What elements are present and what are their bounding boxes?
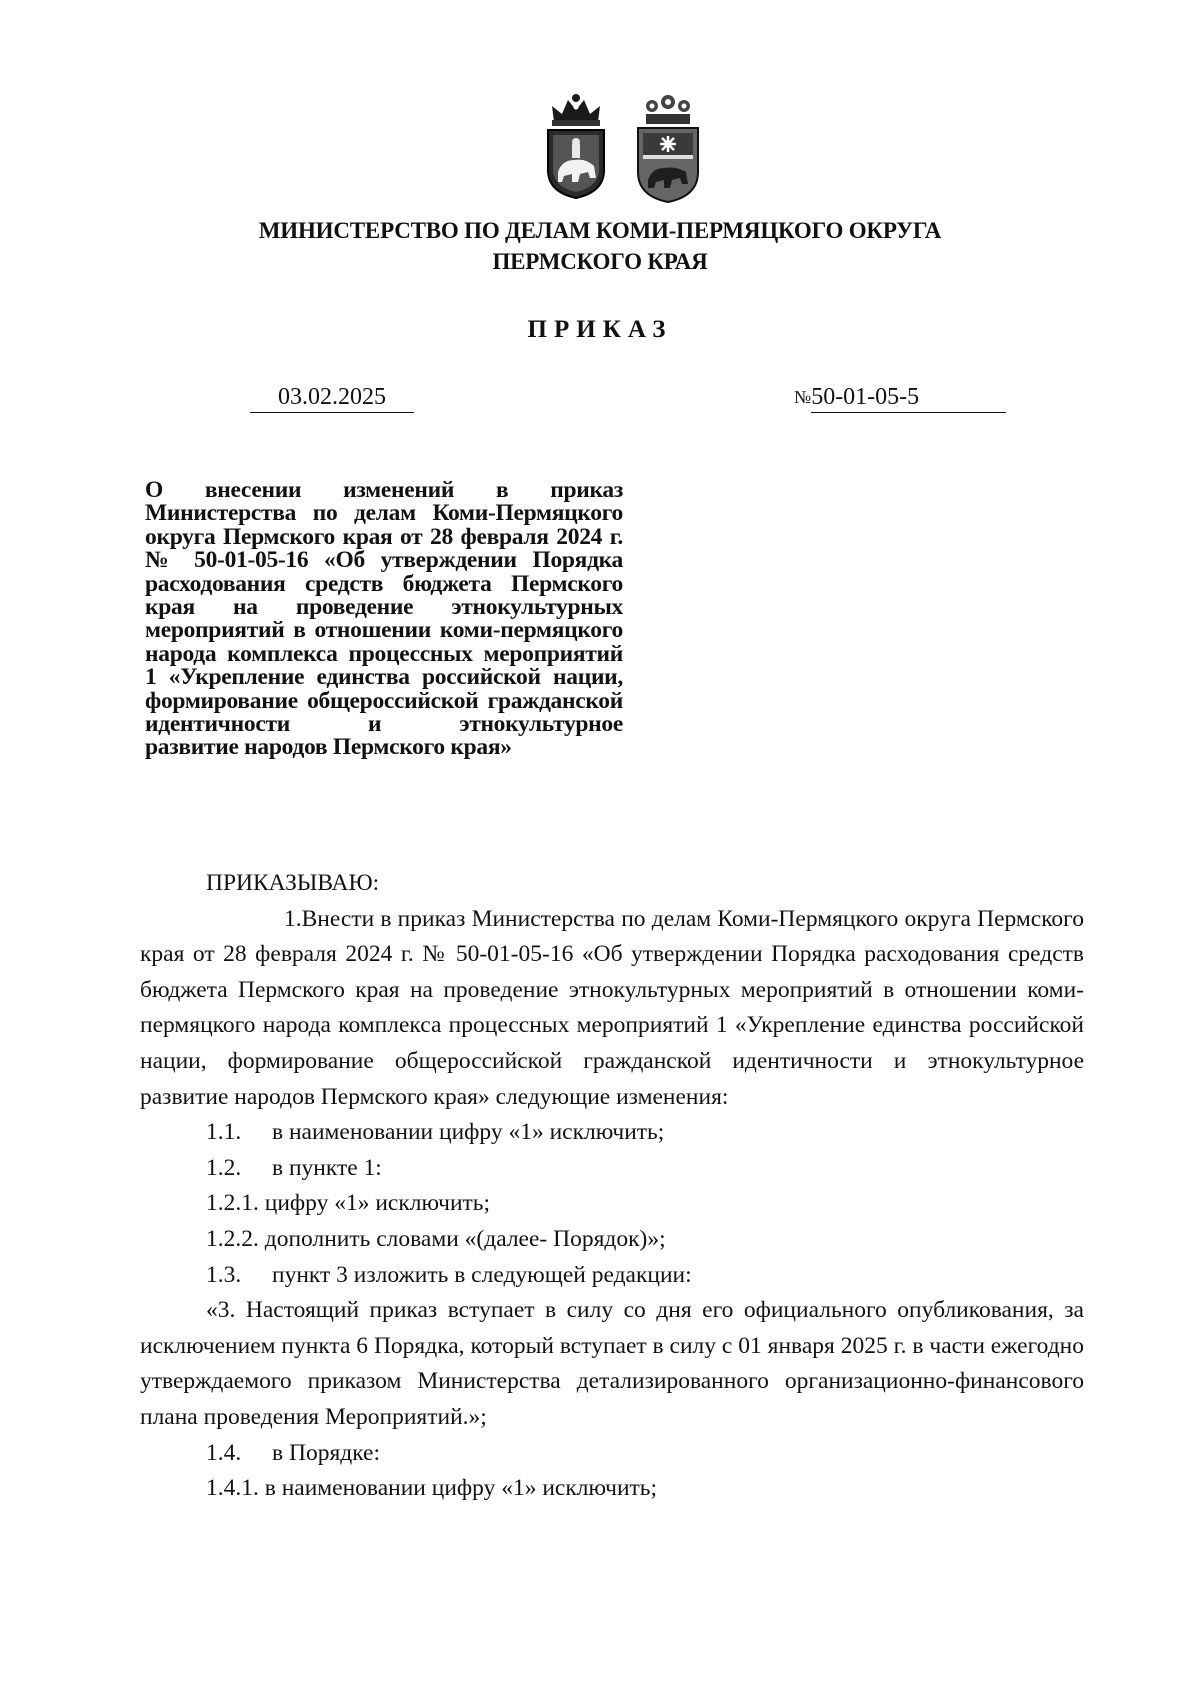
- number-sign: №: [794, 387, 812, 407]
- ministry-name-line1: МИНИСТЕРСТВО ПО ДЕЛАМ КОМИ-ПЕРМЯЦКОГО ОКРУГА: [258, 218, 942, 243]
- item-number: 1.: [284, 905, 302, 932]
- order-number: 50-01-05-5: [811, 384, 1006, 413]
- item-text: в пункте 1:: [272, 1154, 382, 1181]
- order-subject-last-line: развитие народов Пермского края»: [145, 734, 512, 761]
- item-text: Внести в приказ Министерства по делам Коми-Пермяцкого округа Пермского края от 28 февраля 2024 г. № 50-01-05-16 «Об утверждении Порядка расходования средств бюджета Пермского края на проведение этнокультурных мероприятий в отношении коми-пермяцкого народа комплекса процессных мероприятий 1 «Укрепление единства российской нации, формирование общероссийской гражданской идентичности и этнокультурное развитие народов Пермского края» следующие изменения:: [140, 905, 1084, 1110]
- item-1-2-1: [140, 1186, 1084, 1222]
- komi-permyak-emblem: [632, 92, 704, 204]
- item-text: в Порядке:: [272, 1439, 380, 1466]
- item-1-3-quote: «3. Настоящий приказ вступает в силу со дня его официального опубликования, за исключением пункта 6 Порядка, который вступает в силу с 01 января 2025 г. в части ежегодно утверждаемого приказом Министерства детализированного организационно-финансового плана проведения Мероприятий.»;: [140, 1297, 1084, 1430]
- item-1-4-1: [140, 1471, 1084, 1507]
- item-number: 1.1.: [206, 1119, 242, 1146]
- order-directive: ПРИКАЗЫВАЮ:: [206, 870, 380, 896]
- coat-of-arms-icon: [540, 92, 612, 202]
- order-subject-text: О внесении изменений в приказ Министерства по делам Коми-Пермяцкого округа Пермского края от 28 февраля 2024 г. № 50-01-05-16 «Об утверждении Порядка расходования средств бюджета Пермского края на проведение этнокультурных мероприятий в отношении коми-пермяцкого народа комплекса процессных мероприятий 1 «Укрепление единства российской нации, формирование общероссийской гражданской идентичности и этнокультурное: [145, 477, 623, 738]
- document-type-title: ПРИКАЗ: [527, 316, 673, 343]
- order-body: [140, 866, 1084, 1507]
- item-1-2: [140, 1151, 1084, 1187]
- item-1: [140, 902, 1084, 1116]
- emblems-header: [540, 92, 740, 207]
- item-number: 1.2.: [206, 1154, 242, 1181]
- item-number: 1.4.: [206, 1439, 242, 1466]
- order-subject: [145, 479, 623, 760]
- item-number: 1.3.: [206, 1261, 242, 1288]
- item-1-4: [140, 1436, 1084, 1472]
- order-number-block: [794, 384, 1006, 413]
- item-1-2-2: [140, 1222, 1084, 1258]
- item-text: цифру «1» исключить;: [264, 1190, 491, 1217]
- order-date: 03.02.2025: [250, 384, 414, 413]
- item-number: 1.2.1.: [206, 1190, 259, 1217]
- item-text: пункт 3 изложить в следующей редакции:: [272, 1261, 692, 1288]
- item-number: 1.4.1.: [206, 1475, 259, 1502]
- coat-of-arms-icon: [632, 92, 704, 204]
- item-text: дополнить словами «(далее- Порядок)»;: [264, 1225, 666, 1252]
- ministry-name: [150, 215, 1050, 277]
- item-text: в наименовании цифру «1» исключить;: [264, 1475, 658, 1502]
- item-1-1: [140, 1115, 1084, 1151]
- item-1-3: [140, 1258, 1084, 1294]
- perm-krai-emblem: [540, 92, 612, 202]
- item-text: в наименовании цифру «1» исключить;: [272, 1119, 665, 1146]
- ministry-name-line2: ПЕРМСКОГО КРАЯ: [492, 249, 708, 274]
- item-number: 1.2.2.: [206, 1225, 259, 1252]
